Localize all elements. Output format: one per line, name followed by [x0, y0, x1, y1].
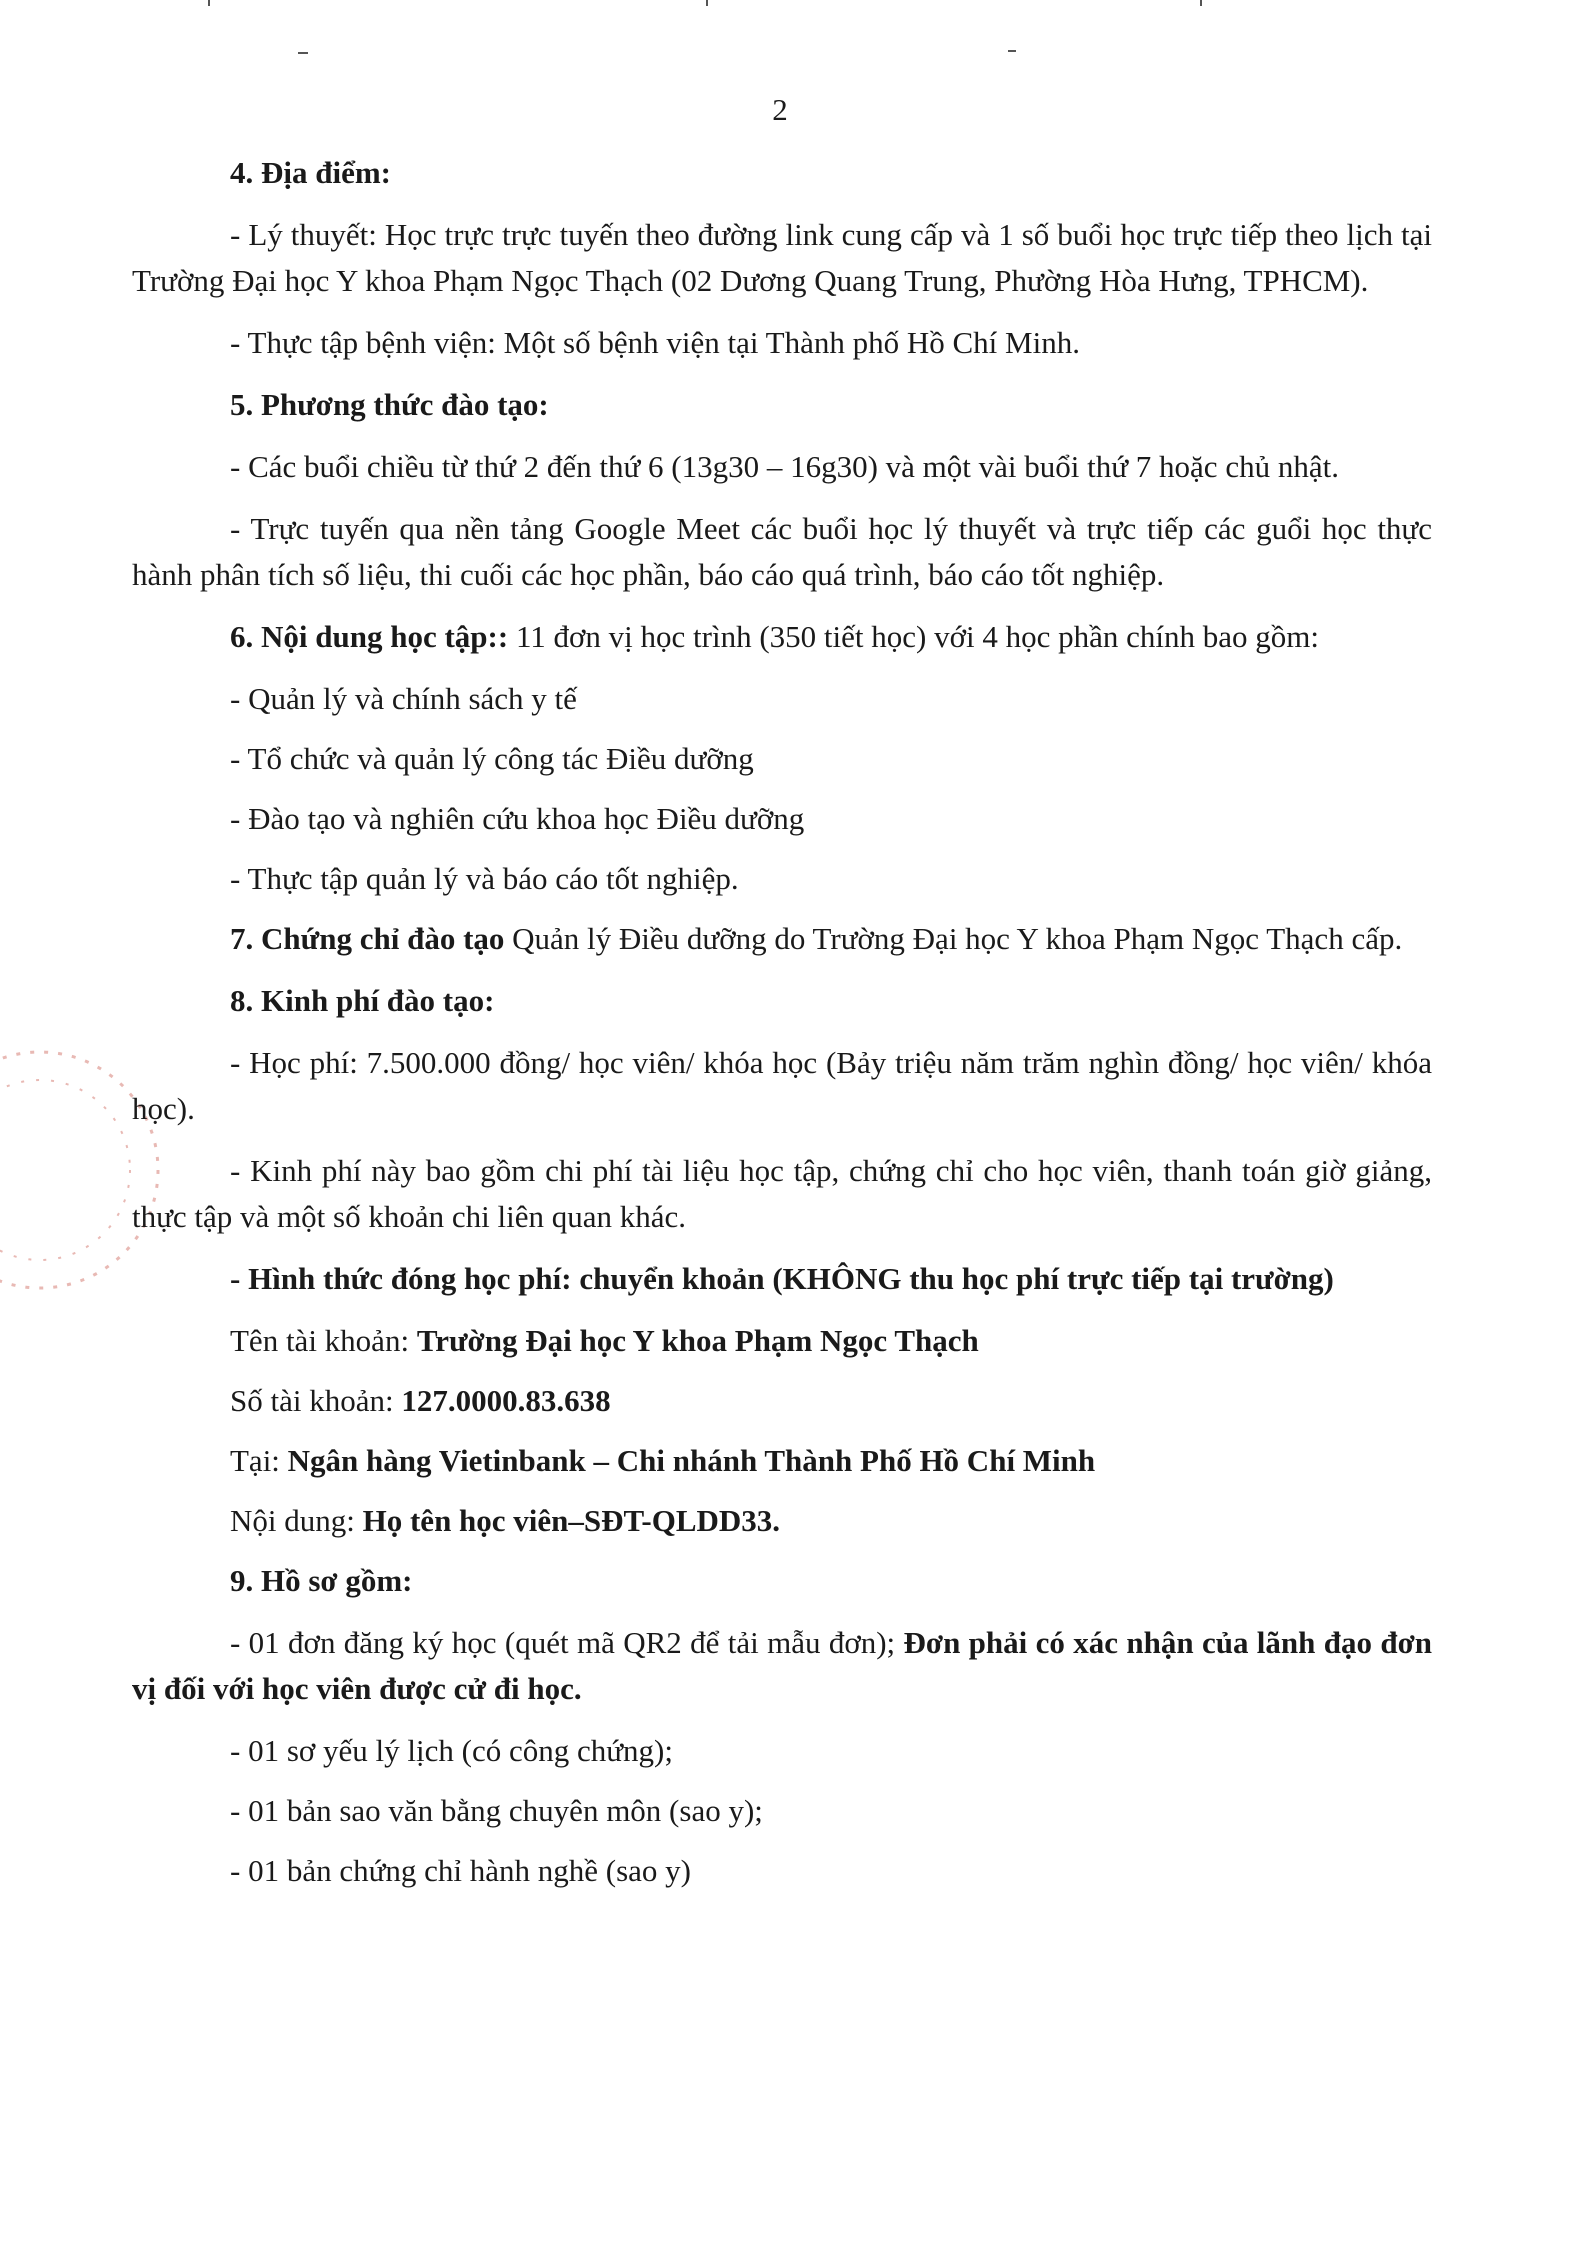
scan-mark — [1008, 50, 1016, 52]
account-number-label: Số tài khoản: — [230, 1383, 402, 1418]
application-form-text: - 01 đơn đăng ký học (quét mã QR2 để tải mẫu đơn); — [230, 1625, 904, 1660]
heading-text: 4. Địa điểm: — [230, 155, 392, 190]
account-name: Trường Đại học Y khoa Phạm Ngọc Thạch — [416, 1323, 979, 1358]
online-text: - Trực tuyến qua nền tảng Google Meet các buổi học lý thuyết và trực tiếp các guổi học thực hành phân tích số liệu, thi cuối các học phần, báo cáo quá trình, báo cáo tốt nghiệp. — [132, 511, 1432, 592]
account-name-line — [132, 1318, 1432, 1364]
dossier-item: - 01 bản sao văn bằng chuyên môn (sao y); — [230, 1793, 763, 1828]
application-form-requirement: Đơn phải có xác nhận của lãnh đạo đơn vị đối với học viên được cử đi học. — [132, 1625, 1433, 1706]
section-8-heading — [132, 978, 1432, 1024]
heading-text: 5. Phương thức đào tạo: — [230, 387, 549, 422]
bank-name: Ngân hàng Vietinbank – Chi nhánh Thành Phố Hồ Chí Minh — [287, 1443, 1096, 1478]
payment-method: - Hình thức đóng học phí: chuyển khoản (KHÔNG thu học phí trực tiếp tại trường) — [230, 1261, 1334, 1296]
transfer-content: Họ tên học viên–SĐT-QLDD33. — [362, 1503, 781, 1538]
section-6-paragraph — [132, 614, 1432, 660]
theory-location: - Lý thuyết: Học trực trực tuyến theo đường link cung cấp và 1 số buổi học trực tiếp theo lịch tại Trường Đại học Y khoa Phạm Ngọc Thạch (02 Dương Quang Trung, Phường Hòa Hưng, TPHCM). — [132, 217, 1432, 298]
scan-mark — [706, 0, 708, 6]
fee-includes: - Kinh phí này bao gồm chi phí tài liệu học tập, chứng chỉ cho học viên, thanh toán giờ giảng, thực tập và một số khoản chi liên quan khác. — [132, 1153, 1432, 1234]
transfer-content-line — [132, 1498, 1432, 1544]
scan-mark — [1200, 0, 1202, 6]
dossier-item: - 01 bản chứng chỉ hành nghề (sao y) — [230, 1853, 692, 1888]
bank-line — [132, 1438, 1432, 1484]
content-item: - Thực tập quản lý và báo cáo tốt nghiệp. — [230, 861, 739, 896]
application-form — [132, 1620, 1432, 1712]
transfer-content-label: Nội dung: — [230, 1503, 363, 1538]
document-body — [132, 150, 1432, 1908]
heading-text: 6. Nội dung học tập:: — [230, 619, 509, 654]
content-item: - Tổ chức và quản lý công tác Điều dưỡng — [230, 741, 754, 776]
tuition-fee: - Học phí: 7.500.000 đồng/ học viên/ khóa học (Bảy triệu năm trăm nghìn đồng/ học viên/ khóa học). — [132, 1045, 1432, 1126]
dossier-item: - 01 sơ yếu lý lịch (có công chứng); — [230, 1733, 673, 1768]
scan-mark — [298, 52, 308, 54]
scan-mark — [208, 0, 210, 6]
bank-label: Tại: — [230, 1443, 288, 1478]
section-6-intro: 11 đơn vị học trình (350 tiết học) với 4 học phần chính bao gồm: — [508, 619, 1319, 654]
heading-text: 7. Chứng chỉ đào tạo — [230, 921, 505, 956]
schedule-text: - Các buổi chiều từ thứ 2 đến thứ 6 (13g30 – 16g30) và một vài buổi thứ 7 hoặc chủ nhật. — [230, 449, 1339, 484]
section-4-heading — [132, 150, 1432, 196]
account-number-line — [132, 1378, 1432, 1424]
section-5-heading — [132, 382, 1432, 428]
section-7-text: Quản lý Điều dưỡng do Trường Đại học Y khoa Phạm Ngọc Thạch cấp. — [504, 921, 1403, 956]
content-item: - Đào tạo và nghiên cứu khoa học Điều dưỡng — [230, 801, 805, 836]
practice-location: - Thực tập bệnh viện: Một số bệnh viện tại Thành phố Hồ Chí Minh. — [230, 325, 1080, 360]
page-number: 2 — [772, 92, 788, 127]
heading-text: 9. Hồ sơ gồm: — [230, 1563, 413, 1598]
account-number: 127.0000.83.638 — [401, 1383, 611, 1418]
content-item: - Quản lý và chính sách y tế — [230, 681, 577, 716]
heading-text: 8. Kinh phí đào tạo: — [230, 983, 495, 1018]
section-7-paragraph — [132, 916, 1432, 962]
section-9-heading — [132, 1558, 1432, 1604]
account-name-label: Tên tài khoản: — [230, 1323, 417, 1358]
